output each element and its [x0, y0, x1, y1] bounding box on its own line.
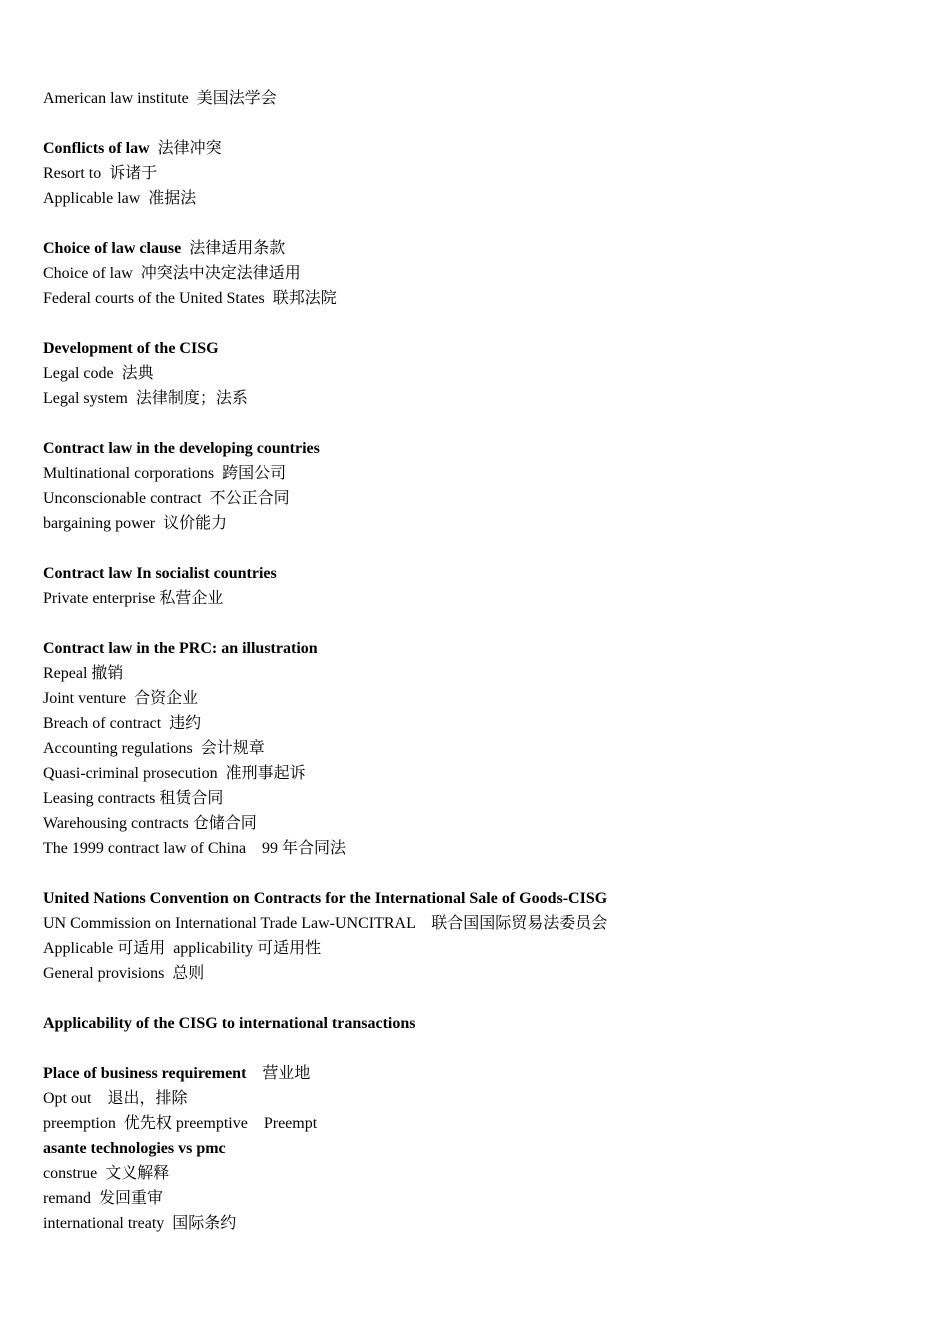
glossary-entry — [43, 761, 923, 786]
blank-line — [43, 111, 923, 136]
glossary-entry — [43, 911, 923, 936]
heading-translation: 营业地 — [246, 1065, 311, 1082]
glossary-entry — [43, 361, 923, 386]
section-heading — [43, 561, 923, 586]
entry-text: Legal code 法典 — [43, 365, 154, 382]
heading-text: Place of business requirement — [43, 1065, 247, 1082]
glossary-entry — [43, 661, 923, 686]
section-heading — [43, 236, 923, 261]
heading-text: Contract law in the developing countries — [43, 440, 320, 457]
blank-line — [43, 861, 923, 886]
heading-text: Development of the CISG — [43, 340, 219, 357]
glossary-entry — [43, 386, 923, 411]
blank-line — [43, 411, 923, 436]
entry-text: Opt out 退出，排除 — [43, 1090, 188, 1107]
entry-text: The 1999 contract law of China 99 年合同法 — [43, 840, 347, 857]
glossary-entry — [43, 686, 923, 711]
entry-text: Multinational corporations 跨国公司 — [43, 465, 287, 482]
entry-text: Quasi-criminal prosecution 准刑事起诉 — [43, 765, 306, 782]
glossary-entry — [43, 1111, 923, 1136]
blank-line — [43, 211, 923, 236]
glossary-entry — [43, 486, 923, 511]
entry-text: Leasing contracts 租赁合同 — [43, 790, 224, 807]
glossary-entry — [43, 261, 923, 286]
heading-text: Contract law in the PRC: an illustration — [43, 640, 318, 657]
blank-line — [43, 986, 923, 1011]
entry-text: Applicable 可适用 applicability 可适用性 — [43, 940, 322, 957]
entry-text: construe 文义解释 — [43, 1165, 170, 1182]
heading-text: Contract law In socialist countries — [43, 565, 277, 582]
blank-line — [43, 311, 923, 336]
entry-text: Joint venture 合资企业 — [43, 690, 199, 707]
document-page — [43, 86, 923, 1236]
entry-text: Federal courts of the United States 联邦法院 — [43, 290, 337, 307]
glossary-entry — [43, 461, 923, 486]
entry-text: remand 发回重审 — [43, 1190, 163, 1207]
entry-text: Resort to 诉诸于 — [43, 165, 158, 182]
glossary-entry — [43, 711, 923, 736]
heading-text: Conflicts of law — [43, 140, 150, 157]
entry-text: Legal system 法律制度；法系 — [43, 390, 248, 407]
entry-text: Private enterprise 私营企业 — [43, 590, 224, 607]
glossary-entry — [43, 1211, 923, 1236]
entry-text: UN Commission on International Trade Law-UNCITRAL 联合国国际贸易法委员会 — [43, 915, 608, 932]
glossary-entry — [43, 1186, 923, 1211]
blank-line — [43, 1036, 923, 1061]
entry-text: bargaining power 议价能力 — [43, 515, 228, 532]
entry-text: Repeal 撤销 — [43, 665, 124, 682]
glossary-entry — [43, 1086, 923, 1111]
glossary-entry — [43, 736, 923, 761]
heading-text: United Nations Convention on Contracts for the International Sale of Goods-CISG — [43, 890, 608, 907]
heading-translation: 法律冲突 — [149, 140, 222, 157]
section-heading — [43, 886, 923, 911]
glossary-entry — [43, 286, 923, 311]
entry-text: Unconscionable contract 不公正合同 — [43, 490, 290, 507]
section-heading — [43, 436, 923, 461]
heading-text: Applicability of the CISG to international transactions — [43, 1015, 416, 1032]
blank-line — [43, 611, 923, 636]
glossary-entry — [43, 786, 923, 811]
glossary-entry — [43, 961, 923, 986]
section-heading — [43, 1011, 923, 1036]
blank-line — [43, 536, 923, 561]
glossary-entry — [43, 1161, 923, 1186]
section-heading — [43, 336, 923, 361]
entry-text: Accounting regulations 会计规章 — [43, 740, 265, 757]
glossary-entry — [43, 836, 923, 861]
glossary-entry — [43, 511, 923, 536]
glossary-entry — [43, 936, 923, 961]
section-heading — [43, 1136, 923, 1161]
glossary-entry — [43, 86, 923, 111]
entry-text: preemption 优先权 preemptive Preempt — [43, 1115, 318, 1132]
entry-text: American law institute 美国法学会 — [43, 90, 277, 107]
entry-text: international treaty 国际条约 — [43, 1215, 237, 1232]
entry-text: Applicable law 准据法 — [43, 190, 197, 207]
glossary-entry — [43, 586, 923, 611]
glossary-entry — [43, 161, 923, 186]
glossary-entry — [43, 186, 923, 211]
section-heading — [43, 636, 923, 661]
entry-text: Warehousing contracts 仓储合同 — [43, 815, 257, 832]
section-heading — [43, 1061, 923, 1086]
entry-text: Breach of contract 违约 — [43, 715, 202, 732]
heading-translation: 法律适用条款 — [181, 240, 286, 257]
entry-text: General provisions 总则 — [43, 965, 205, 982]
heading-text: asante technologies vs pmc — [43, 1140, 226, 1157]
glossary-entry — [43, 811, 923, 836]
heading-text: Choice of law clause — [43, 240, 182, 257]
section-heading — [43, 136, 923, 161]
entry-text: Choice of law 冲突法中决定法律适用 — [43, 265, 301, 282]
